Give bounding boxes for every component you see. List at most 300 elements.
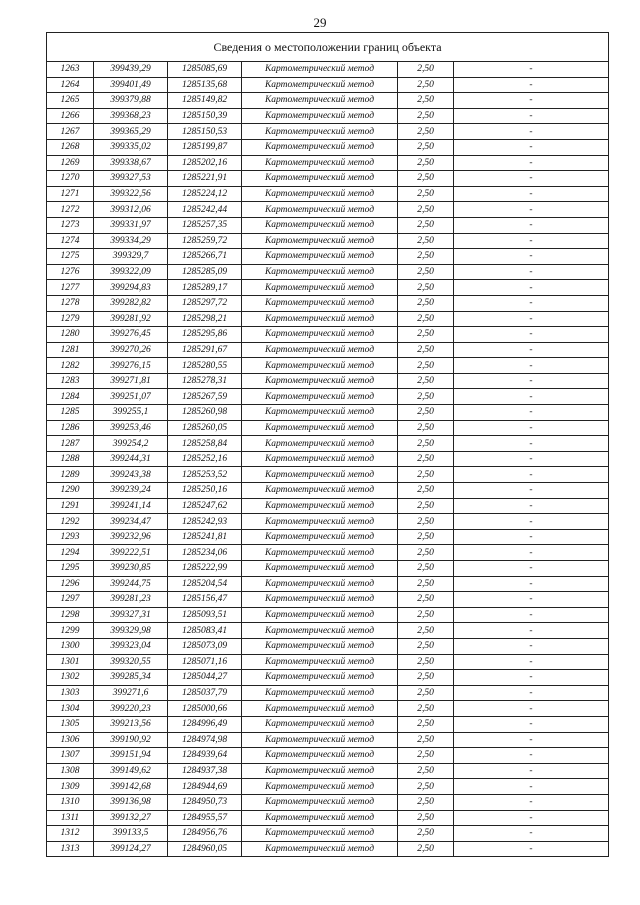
point-number-cell: 1284 [47,389,94,405]
method-cell: Картометрический метод [242,77,398,93]
table-row [47,670,609,686]
description-cell: - [454,186,609,202]
x-coordinate-cell: 399323,04 [94,638,168,654]
accuracy-cell: 2,50 [398,498,454,514]
point-number-cell: 1306 [47,732,94,748]
method-cell: Картометрический метод [242,607,398,623]
method-cell: Картометрический метод [242,420,398,436]
accuracy-cell: 2,50 [398,311,454,327]
method-cell: Картометрический метод [242,561,398,577]
table-row [47,233,609,249]
table-row [47,826,609,842]
method-cell: Картометрический метод [242,62,398,78]
point-number-cell: 1276 [47,264,94,280]
point-number-cell: 1286 [47,420,94,436]
method-cell: Картометрический метод [242,93,398,109]
x-coordinate-cell: 399276,15 [94,358,168,374]
page-number: 29 [313,15,327,30]
description-cell: - [454,467,609,483]
description-cell: - [454,841,609,857]
description-cell: - [454,794,609,810]
point-number-cell: 1298 [47,607,94,623]
x-coordinate-cell: 399124,27 [94,841,168,857]
y-coordinate-cell: 1284974,98 [168,732,242,748]
description-cell: - [454,483,609,499]
method-cell: Картометрический метод [242,155,398,171]
method-cell: Картометрический метод [242,358,398,374]
accuracy-cell: 2,50 [398,514,454,530]
x-coordinate-cell: 399285,34 [94,670,168,686]
table-row [47,561,609,577]
description-cell: - [454,389,609,405]
description-cell: - [454,451,609,467]
accuracy-cell: 2,50 [398,529,454,545]
table-row [47,342,609,358]
method-cell: Картометрический метод [242,217,398,233]
accuracy-cell: 2,50 [398,623,454,639]
y-coordinate-cell: 1284955,57 [168,810,242,826]
description-cell: - [454,139,609,155]
y-coordinate-cell: 1284960,05 [168,841,242,857]
method-cell: Картометрический метод [242,514,398,530]
accuracy-cell: 2,50 [398,467,454,483]
method-cell: Картометрический метод [242,233,398,249]
x-coordinate-cell: 399244,31 [94,451,168,467]
accuracy-cell: 2,50 [398,389,454,405]
description-cell: - [454,826,609,842]
point-number-cell: 1267 [47,124,94,140]
accuracy-cell: 2,50 [398,62,454,78]
table-row [47,467,609,483]
point-number-cell: 1294 [47,545,94,561]
x-coordinate-cell: 399329,98 [94,623,168,639]
accuracy-cell: 2,50 [398,670,454,686]
table-body [47,33,609,857]
x-coordinate-cell: 399335,02 [94,139,168,155]
x-coordinate-cell: 399254,2 [94,436,168,452]
description-cell: - [454,810,609,826]
x-coordinate-cell: 399401,49 [94,77,168,93]
description-cell: - [454,748,609,764]
accuracy-cell: 2,50 [398,217,454,233]
method-cell: Картометрический метод [242,529,398,545]
y-coordinate-cell: 1285241,81 [168,529,242,545]
point-number-cell: 1297 [47,592,94,608]
description-cell: - [454,685,609,701]
table-row [47,514,609,530]
method-cell: Картометрический метод [242,763,398,779]
accuracy-cell: 2,50 [398,420,454,436]
accuracy-cell: 2,50 [398,592,454,608]
point-number-cell: 1301 [47,654,94,670]
description-cell: - [454,373,609,389]
y-coordinate-cell: 1285266,71 [168,249,242,265]
table-title-row [47,33,609,62]
accuracy-cell: 2,50 [398,108,454,124]
point-number-cell: 1296 [47,576,94,592]
point-number-cell: 1300 [47,638,94,654]
table-row [47,77,609,93]
y-coordinate-cell: 1284944,69 [168,779,242,795]
description-cell: - [454,62,609,78]
table-row [47,498,609,514]
accuracy-cell: 2,50 [398,280,454,296]
method-cell: Картометрический метод [242,670,398,686]
point-number-cell: 1270 [47,171,94,187]
description-cell: - [454,124,609,140]
x-coordinate-cell: 399379,88 [94,93,168,109]
table-row [47,389,609,405]
accuracy-cell: 2,50 [398,451,454,467]
method-cell: Картометрический метод [242,389,398,405]
y-coordinate-cell: 1285085,69 [168,62,242,78]
y-coordinate-cell: 1285199,87 [168,139,242,155]
point-number-cell: 1271 [47,186,94,202]
accuracy-cell: 2,50 [398,186,454,202]
x-coordinate-cell: 399222,51 [94,545,168,561]
x-coordinate-cell: 399244,75 [94,576,168,592]
method-cell: Картометрический метод [242,654,398,670]
x-coordinate-cell: 399253,46 [94,420,168,436]
point-number-cell: 1290 [47,483,94,499]
table-row [47,483,609,499]
y-coordinate-cell: 1285267,59 [168,389,242,405]
y-coordinate-cell: 1285278,31 [168,373,242,389]
x-coordinate-cell: 399142,68 [94,779,168,795]
x-coordinate-cell: 399365,29 [94,124,168,140]
accuracy-cell: 2,50 [398,373,454,389]
method-cell: Картометрический метод [242,779,398,795]
accuracy-cell: 2,50 [398,779,454,795]
description-cell: - [454,295,609,311]
y-coordinate-cell: 1285234,06 [168,545,242,561]
accuracy-cell: 2,50 [398,654,454,670]
point-number-cell: 1281 [47,342,94,358]
method-cell: Картометрический метод [242,249,398,265]
y-coordinate-cell: 1285257,35 [168,217,242,233]
y-coordinate-cell: 1285037,79 [168,685,242,701]
y-coordinate-cell: 1285285,09 [168,264,242,280]
accuracy-cell: 2,50 [398,171,454,187]
y-coordinate-cell: 1285298,21 [168,311,242,327]
accuracy-cell: 2,50 [398,732,454,748]
table-row [47,264,609,280]
description-cell: - [454,763,609,779]
point-number-cell: 1305 [47,716,94,732]
description-cell: - [454,233,609,249]
x-coordinate-cell: 399255,1 [94,405,168,421]
description-cell: - [454,311,609,327]
method-cell: Картометрический метод [242,623,398,639]
method-cell: Картометрический метод [242,732,398,748]
method-cell: Картометрический метод [242,373,398,389]
y-coordinate-cell: 1285280,55 [168,358,242,374]
y-coordinate-cell: 1284996,49 [168,716,242,732]
accuracy-cell: 2,50 [398,701,454,717]
table-row [47,108,609,124]
accuracy-cell: 2,50 [398,607,454,623]
x-coordinate-cell: 399331,97 [94,217,168,233]
description-cell: - [454,576,609,592]
x-coordinate-cell: 399243,38 [94,467,168,483]
point-number-cell: 1293 [47,529,94,545]
accuracy-cell: 2,50 [398,716,454,732]
description-cell: - [454,108,609,124]
accuracy-cell: 2,50 [398,405,454,421]
description-cell: - [454,77,609,93]
table-row [47,420,609,436]
table-row [47,311,609,327]
x-coordinate-cell: 399230,85 [94,561,168,577]
method-cell: Картометрический метод [242,841,398,857]
x-coordinate-cell: 399439,29 [94,62,168,78]
y-coordinate-cell: 1285073,09 [168,638,242,654]
method-cell: Картометрический метод [242,202,398,218]
point-number-cell: 1309 [47,779,94,795]
table-row [47,545,609,561]
y-coordinate-cell: 1284939,64 [168,748,242,764]
y-coordinate-cell: 1285150,53 [168,124,242,140]
accuracy-cell: 2,50 [398,810,454,826]
description-cell: - [454,654,609,670]
description-cell: - [454,514,609,530]
table-row [47,576,609,592]
description-cell: - [454,155,609,171]
table-row [47,841,609,857]
y-coordinate-cell: 1284956,76 [168,826,242,842]
description-cell: - [454,592,609,608]
method-cell: Картометрический метод [242,108,398,124]
description-cell: - [454,607,609,623]
y-coordinate-cell: 1285297,72 [168,295,242,311]
point-number-cell: 1282 [47,358,94,374]
point-number-cell: 1303 [47,685,94,701]
description-cell: - [454,249,609,265]
point-number-cell: 1312 [47,826,94,842]
description-cell: - [454,420,609,436]
description-cell: - [454,638,609,654]
method-cell: Картометрический метод [242,716,398,732]
x-coordinate-cell: 399213,56 [94,716,168,732]
point-number-cell: 1310 [47,794,94,810]
accuracy-cell: 2,50 [398,342,454,358]
point-number-cell: 1308 [47,763,94,779]
point-number-cell: 1313 [47,841,94,857]
y-coordinate-cell: 1285204,54 [168,576,242,592]
accuracy-cell: 2,50 [398,202,454,218]
accuracy-cell: 2,50 [398,327,454,343]
description-cell: - [454,436,609,452]
table-row [47,93,609,109]
y-coordinate-cell: 1285291,67 [168,342,242,358]
point-number-cell: 1291 [47,498,94,514]
description-cell: - [454,171,609,187]
y-coordinate-cell: 1285150,39 [168,108,242,124]
point-number-cell: 1307 [47,748,94,764]
table-row [47,701,609,717]
y-coordinate-cell: 1285247,62 [168,498,242,514]
x-coordinate-cell: 399329,7 [94,249,168,265]
accuracy-cell: 2,50 [398,124,454,140]
table-row [47,155,609,171]
y-coordinate-cell: 1285252,16 [168,451,242,467]
accuracy-cell: 2,50 [398,794,454,810]
y-coordinate-cell: 1285250,16 [168,483,242,499]
x-coordinate-cell: 399312,06 [94,202,168,218]
table-row [47,654,609,670]
table-row [47,186,609,202]
method-cell: Картометрический метод [242,576,398,592]
point-number-cell: 1302 [47,670,94,686]
method-cell: Картометрический метод [242,826,398,842]
y-coordinate-cell: 1285242,93 [168,514,242,530]
point-number-cell: 1289 [47,467,94,483]
description-cell: - [454,779,609,795]
point-number-cell: 1268 [47,139,94,155]
x-coordinate-cell: 399368,23 [94,108,168,124]
accuracy-cell: 2,50 [398,358,454,374]
method-cell: Картометрический метод [242,794,398,810]
table-row [47,451,609,467]
x-coordinate-cell: 399282,82 [94,295,168,311]
x-coordinate-cell: 399270,26 [94,342,168,358]
description-cell: - [454,732,609,748]
accuracy-cell: 2,50 [398,483,454,499]
x-coordinate-cell: 399327,53 [94,171,168,187]
accuracy-cell: 2,50 [398,139,454,155]
boundary-table-container [46,32,608,857]
y-coordinate-cell: 1285260,98 [168,405,242,421]
table-row [47,607,609,623]
x-coordinate-cell: 399190,92 [94,732,168,748]
accuracy-cell: 2,50 [398,763,454,779]
table-row [47,685,609,701]
y-coordinate-cell: 1285221,91 [168,171,242,187]
table-row [47,748,609,764]
x-coordinate-cell: 399234,47 [94,514,168,530]
method-cell: Картометрический метод [242,638,398,654]
x-coordinate-cell: 399271,6 [94,685,168,701]
accuracy-cell: 2,50 [398,561,454,577]
description-cell: - [454,529,609,545]
table-row [47,202,609,218]
point-number-cell: 1287 [47,436,94,452]
x-coordinate-cell: 399322,56 [94,186,168,202]
point-number-cell: 1278 [47,295,94,311]
method-cell: Картометрический метод [242,685,398,701]
x-coordinate-cell: 399271,81 [94,373,168,389]
y-coordinate-cell: 1284937,38 [168,763,242,779]
accuracy-cell: 2,50 [398,436,454,452]
table-row [47,623,609,639]
x-coordinate-cell: 399132,27 [94,810,168,826]
y-coordinate-cell: 1285260,05 [168,420,242,436]
table-row [47,139,609,155]
method-cell: Картометрический метод [242,171,398,187]
method-cell: Картометрический метод [242,280,398,296]
table-row [47,810,609,826]
x-coordinate-cell: 399232,96 [94,529,168,545]
method-cell: Картометрический метод [242,139,398,155]
y-coordinate-cell: 1285258,84 [168,436,242,452]
accuracy-cell: 2,50 [398,748,454,764]
accuracy-cell: 2,50 [398,638,454,654]
table-row [47,638,609,654]
description-cell: - [454,217,609,233]
table-row [47,327,609,343]
x-coordinate-cell: 399334,29 [94,233,168,249]
point-number-cell: 1283 [47,373,94,389]
table-row [47,732,609,748]
y-coordinate-cell: 1285295,86 [168,327,242,343]
y-coordinate-cell: 1285135,68 [168,77,242,93]
y-coordinate-cell: 1285253,52 [168,467,242,483]
point-number-cell: 1263 [47,62,94,78]
description-cell: - [454,264,609,280]
description-cell: - [454,670,609,686]
y-coordinate-cell: 1285071,16 [168,654,242,670]
point-number-cell: 1275 [47,249,94,265]
x-coordinate-cell: 399136,98 [94,794,168,810]
x-coordinate-cell: 399239,24 [94,483,168,499]
method-cell: Картометрический метод [242,124,398,140]
method-cell: Картометрический метод [242,810,398,826]
method-cell: Картометрический метод [242,748,398,764]
table-row [47,592,609,608]
accuracy-cell: 2,50 [398,93,454,109]
x-coordinate-cell: 399281,23 [94,592,168,608]
x-coordinate-cell: 399322,09 [94,264,168,280]
x-coordinate-cell: 399294,83 [94,280,168,296]
method-cell: Картометрический метод [242,295,398,311]
table-row [47,529,609,545]
boundary-table [46,32,609,857]
y-coordinate-cell: 1285044,27 [168,670,242,686]
point-number-cell: 1274 [47,233,94,249]
table-row [47,779,609,795]
point-number-cell: 1265 [47,93,94,109]
accuracy-cell: 2,50 [398,685,454,701]
table-row [47,249,609,265]
point-number-cell: 1280 [47,327,94,343]
table-row [47,280,609,296]
method-cell: Картометрический метод [242,451,398,467]
method-cell: Картометрический метод [242,311,398,327]
table-title: Сведения о местоположении границ объекта [47,33,609,62]
table-row [47,124,609,140]
point-number-cell: 1279 [47,311,94,327]
point-number-cell: 1266 [47,108,94,124]
method-cell: Картометрический метод [242,498,398,514]
table-row [47,358,609,374]
accuracy-cell: 2,50 [398,233,454,249]
method-cell: Картометрический метод [242,701,398,717]
point-number-cell: 1288 [47,451,94,467]
method-cell: Картометрический метод [242,592,398,608]
table-row [47,436,609,452]
table-row [47,217,609,233]
table-row [47,171,609,187]
accuracy-cell: 2,50 [398,77,454,93]
description-cell: - [454,545,609,561]
x-coordinate-cell: 399241,14 [94,498,168,514]
description-cell: - [454,93,609,109]
y-coordinate-cell: 1285083,41 [168,623,242,639]
point-number-cell: 1264 [47,77,94,93]
y-coordinate-cell: 1285242,44 [168,202,242,218]
x-coordinate-cell: 399149,62 [94,763,168,779]
method-cell: Картометрический метод [242,327,398,343]
